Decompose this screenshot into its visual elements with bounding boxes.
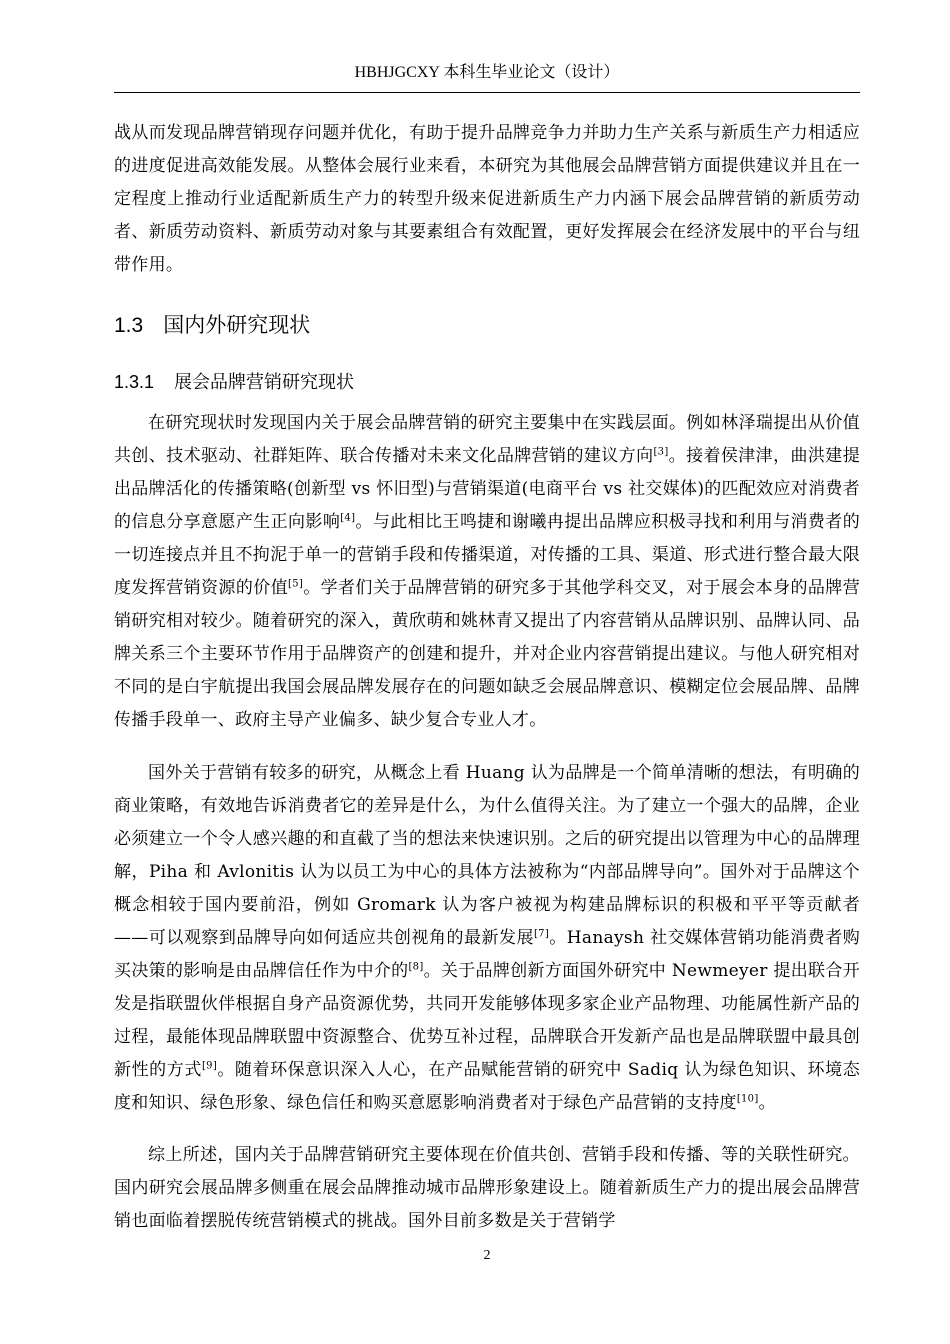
citation-4: [4] xyxy=(340,512,356,524)
citation-3: [3] xyxy=(653,446,669,458)
paragraph1-text-4: 。学者们关于品牌营销的研究多于其他学科交叉，对于展会本身的品牌营销研究相对较少。随着研究的深入，黄欣萌和姚林青又提出了内容营销从品牌识别、品牌认同、品牌关系三个主要环节作用于品牌资产的创建和提升，并对企业内容营销提出建议。与他人研究相对不同的是白宇航提出我国会展品牌发展存在的问题如缺乏会展品牌意识、模糊定位会展品牌、品牌传播手段单一、政府主导产业偏多、缺少复合专业人才。 xyxy=(114,578,860,730)
paragraph-domestic-research xyxy=(114,407,860,737)
paragraph2-text-5: 。 xyxy=(758,1093,776,1113)
citation-7: [7] xyxy=(533,928,550,940)
paragraph2-text-1: 国外关于营销有较多的研究，从概念上看 Huang 认为品牌是一个简单清晰的想法，有明确的商业策略，有效地告诉消费者它的差异是什么，为什么值得关注。为了建立一个强大的品牌，企业必须建立一个令人感兴趣的和直截了当的想法来快速识别。之后的研究提出以管理为中心的品牌理解，Piha 和 Avlonitis 认为以员工为中心的具体方法被称为“内部品牌导向”。国外对于品牌这个概念相较于国内要前沿，例如 Gromark 认为客户被视为构建品牌标识的积极和平平等贡献者——可以观察到品牌导向如何适应共创视角的最新发展 xyxy=(114,763,860,948)
intro-paragraph: 战从而发现品牌营销现存问题并优化，有助于提升品牌竞争力并助力生产关系与新质生产力相适应的进度促进高效能发展。从整体会展行业来看，本研究为其他展会品牌营销方面提供建议并且在一定程度上推动行业适配新质生产力的转型升级来促进新质生产力内涵下展会品牌营销的新质劳动者、新质劳动资料、新质劳动对象与其要素组合有效配置，更好发挥展会在经济发展中的平台与纽带作用。 xyxy=(114,123,860,275)
page-header: HBHJGCXY 本科生毕业论文（设计） xyxy=(354,64,620,81)
header-divider xyxy=(114,92,860,93)
citation-9: [9] xyxy=(201,1060,218,1072)
subsection-number: 1.3.1 xyxy=(114,372,155,392)
section-number: 1.3 xyxy=(114,314,144,337)
paragraph2-text-2: 。Hanaysh 社交媒体营销功能消费者购买决策的影响是由品牌信任作为中介的 xyxy=(114,928,860,981)
paragraph2-text-3: 。关于品牌创新方面国外研究中 Newmeyer 提出联合开发是指联盟伙伴根据自身产品资源优势，共同开发能够体现多家企业产品物理、功能属性新产品的过程，最能体现品牌联盟中资源整合、优势互补过程，品牌联合开发新产品也是品牌联盟中最具创新性的方式 xyxy=(114,961,860,1080)
subsection-title: 展会品牌营销研究现状 xyxy=(174,372,355,393)
paragraph1-text-1: 在研究现状时发现国内关于展会品牌营销的研究主要集中在实践层面。例如林泽瑞提出从价值共创、技术驱动、社群矩阵、联合传播对未来文化品牌营销的建议方向 xyxy=(114,413,860,466)
citation-5: [5] xyxy=(288,578,304,590)
paragraph-summary: 综上所述，国内关于品牌营销研究主要体现在价值共创、营销手段和传播、等的关联性研究。国内研究会展品牌多侧重在展会品牌推动城市品牌形象建设上。随着新质生产力的提出展会品牌营销也面临着摆脱传统营销模式的挑战。国外目前多数是关于营销学 xyxy=(114,1145,860,1231)
citation-8: [8] xyxy=(408,961,424,973)
section-heading xyxy=(114,310,310,341)
paragraph1-text-2: 。接着侯津津，曲洪建提出品牌活化的传播策略(创新型 vs 怀旧型)与营销渠道(电商平台 vs 社交媒体)的匹配效应对消费者的信息分享意愿产生正向影响 xyxy=(114,446,860,532)
section-title: 国内外研究现状 xyxy=(163,313,311,337)
paragraph-foreign-research xyxy=(114,757,860,1120)
paragraph1-text-3: 。与此相比王鸣捷和谢曦冉提出品牌应积极寻找和利用与消费者的一切连接点并且不拘泥于单一的营销手段和传播渠道，对传播的工具、渠道、形式进行整合最大限度发挥营销资源的价值 xyxy=(114,512,860,598)
page-number: 2 xyxy=(483,1248,491,1263)
paragraph2-text-4: 。随着环保意识深入人心，在产品赋能营销的研究中 Sadiq 认为绿色知识、环境态度和知识、绿色形象、绿色信任和购买意愿影响消费者对于绿色产品营销的支持度 xyxy=(114,1060,860,1113)
subsection-heading xyxy=(114,368,354,397)
citation-10: [10] xyxy=(736,1093,759,1105)
